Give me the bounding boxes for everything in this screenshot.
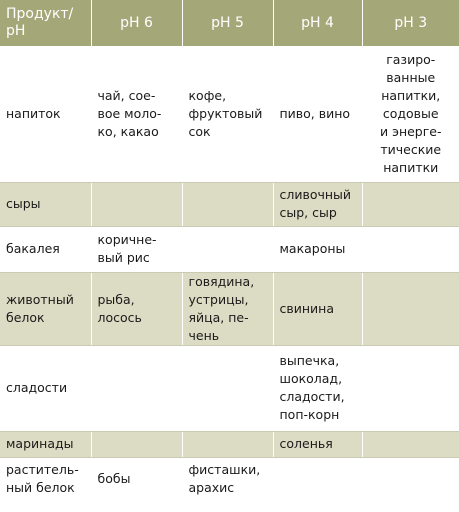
cell-line: бакалея: [6, 241, 60, 256]
cell-line: выпечка,: [279, 353, 340, 368]
cell-line: сладости: [6, 380, 68, 395]
cell-category: [0, 431, 91, 457]
cell-line: ко, какао: [97, 123, 159, 139]
cell-line: рыба,: [97, 291, 135, 307]
cell-line: напиток: [6, 105, 61, 121]
cell-line: сливочный: [279, 187, 352, 202]
cell-line: арахис: [188, 480, 235, 496]
header-ph5: pH 5: [182, 0, 273, 46]
cell-ph6: [91, 46, 182, 182]
cell-ph6: [91, 272, 182, 345]
cell-category: [0, 46, 91, 182]
cell-category: [0, 182, 91, 226]
cell-line: яйца, пе-: [188, 309, 249, 325]
cell-line: фруктовый: [188, 105, 263, 121]
cell-line: фисташки,: [188, 462, 261, 478]
table-row: [0, 345, 459, 431]
cell-category: [0, 345, 91, 431]
table-header-row: [0, 0, 459, 46]
cell-ph5: [182, 431, 273, 457]
cell-line: коричне-: [97, 232, 157, 247]
cell-ph3: [362, 46, 459, 182]
cell-line: шоколад,: [279, 371, 343, 386]
cell-line: вое моло-: [97, 105, 162, 121]
cell-category: [0, 226, 91, 272]
table-body: [0, 46, 459, 501]
cell-line: говядина,: [188, 273, 255, 289]
cell-ph6: [91, 431, 182, 457]
table-row: [0, 457, 459, 501]
cell-ph3: [362, 272, 459, 345]
cell-ph4: [273, 431, 362, 457]
cell-line: поп-корн: [279, 407, 340, 422]
cell-ph5: [182, 457, 273, 501]
cell-ph6: [91, 182, 182, 226]
cell-line: напитки: [383, 159, 439, 175]
header-ph6: pH 6: [91, 0, 182, 46]
cell-ph5: [182, 345, 273, 431]
cell-line: устрицы,: [188, 291, 249, 307]
cell-ph4: [273, 272, 362, 345]
cell-line: тические: [380, 141, 442, 157]
cell-line: сладости,: [279, 389, 345, 404]
header-line: pH: [6, 23, 26, 39]
cell-line: ный белок: [6, 480, 75, 496]
cell-ph3: [362, 431, 459, 457]
cell-ph3: [362, 457, 459, 501]
cell-line: газиро-: [386, 51, 436, 67]
header-ph3: pH 3: [362, 0, 459, 46]
cell-line: содовые: [382, 105, 439, 121]
cell-ph4: [273, 182, 362, 226]
cell-line: чень: [188, 327, 220, 343]
cell-line: маринады: [6, 436, 74, 451]
cell-ph4: [273, 46, 362, 182]
cell-line: кофе,: [188, 87, 227, 103]
cell-line: ванные: [386, 69, 436, 85]
cell-line: сок: [188, 123, 211, 139]
cell-ph4: [273, 226, 362, 272]
cell-ph5: [182, 46, 273, 182]
table-row: [0, 226, 459, 272]
cell-category: [0, 457, 91, 501]
cell-ph4: [273, 457, 362, 501]
header-ph4: pH 4: [273, 0, 362, 46]
cell-ph6: [91, 345, 182, 431]
cell-ph5: [182, 272, 273, 345]
cell-line: животный: [6, 291, 74, 307]
table-row: [0, 46, 459, 182]
cell-line: белок: [6, 309, 45, 325]
cell-line: и энерге-: [379, 123, 442, 139]
cell-line: напитки,: [381, 87, 441, 103]
cell-ph5: [182, 182, 273, 226]
cell-category: [0, 272, 91, 345]
cell-line: бобы: [97, 471, 131, 487]
cell-line: сыры: [6, 196, 41, 211]
cell-line: лосось: [97, 309, 142, 325]
header-line: Продукт/: [6, 6, 74, 22]
cell-line: макароны: [279, 241, 346, 256]
table-row: [0, 272, 459, 345]
table-row: [0, 431, 459, 457]
cell-ph5: [182, 226, 273, 272]
cell-line: свинина: [279, 300, 334, 316]
cell-line: раститель-: [6, 462, 79, 478]
cell-line: сыр, сыр: [279, 205, 337, 220]
cell-ph3: [362, 345, 459, 431]
cell-ph6: [91, 226, 182, 272]
cell-line: соленья: [279, 436, 333, 451]
header-product-ph: [0, 0, 91, 46]
cell-ph3: [362, 226, 459, 272]
cell-line: вый рис: [97, 250, 150, 265]
cell-ph4: [273, 345, 362, 431]
cell-line: пиво, вино: [279, 105, 351, 121]
cell-ph6: [91, 457, 182, 501]
cell-line: чай, сое-: [97, 87, 156, 103]
cell-ph3: [362, 182, 459, 226]
table-row: [0, 182, 459, 226]
